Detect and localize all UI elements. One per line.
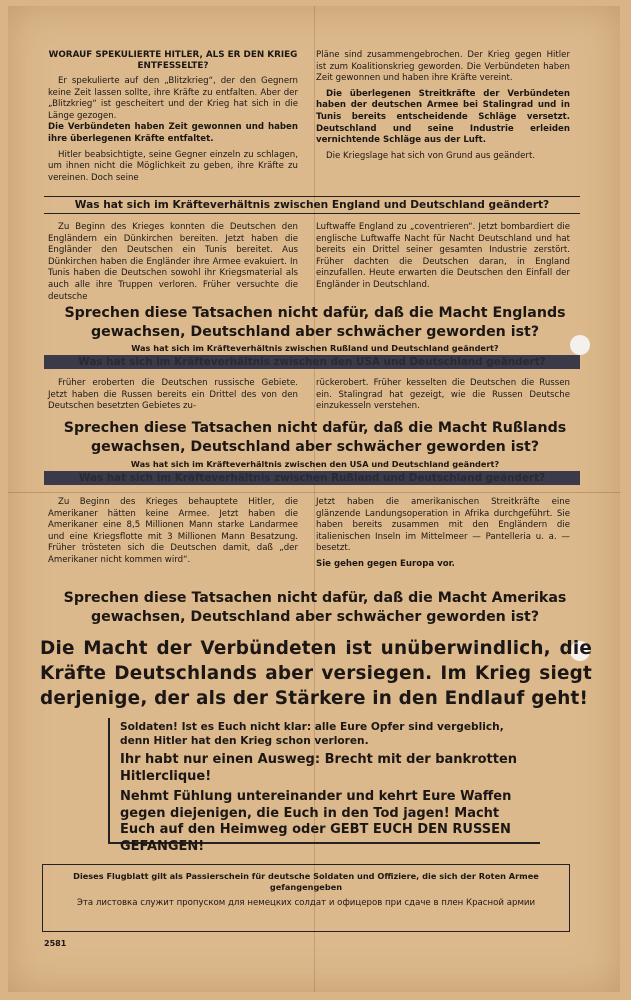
pass-russian-text: Эта листовка служит пропуском для немецких солдат и офицеров при сдаче в плен Красной армии — [76, 898, 536, 908]
pass-german-text: Dieses Flugblatt gilt als Passierschein für deutsche Soldaten und Offiziere, die sich der Roten Armee gefangengeben — [73, 871, 539, 892]
appeal-p3: Nehmt Fühlung untereinander und kehrt Eure Waffen gegen diejenigen, die Euch in den Tod jagen! Macht Euch auf den Heimweg oder GEBT EUCH DEN RUSSEN GEFANGEN! — [120, 789, 512, 854]
section4-right-column — [316, 497, 570, 575]
section4-right-bold: Sie gehen gegen Europa vor. — [316, 558, 455, 569]
section1-left-p1: Er spekulierte auf den „Blitzkrieg“, der den Gegnern keine Zeit lassen sollte, ihre Kräfte zu entfalten. Aber der „Blitzkrieg“ ist gescheitert und der Krieg hat sich in die Länge gezogen. — [48, 76, 298, 121]
section3-conclusion: Sprechen diese Tatsachen nicht dafür, daß die Macht Rußlands gewachsen, Deutschland aber schwächer geworden ist? — [63, 420, 567, 455]
section3-left-text: Früher eroberten die Deutschen russische Gebiete. Jetzt haben die Russen bereits ein Drittel des von den Deutschen besetzten Gebietes zu- — [48, 378, 298, 412]
appeal-p2: Ihr habt nur einen Ausweg: Brecht mit der bankrotten Hitlerclique! — [120, 752, 518, 784]
section4-right-text: Jetzt haben die amerikanischen Streitkräfte eine glänzende Landungsoperation in Afrika durchgeführt. Sie haben bereits zusammen mit den Engländern die italienischen Inseln im Mittelmeer — Pantelleria u. a. — besetzt. — [316, 497, 570, 554]
section2-subline: Was hat sich im Kräfteverhältnis zwischen Rußland und Deutschland geändert? — [131, 343, 499, 353]
punch-hole-top — [570, 335, 590, 355]
section1-right-p3: Die Kriegslage hat sich von Grund aus geändert. — [326, 150, 536, 161]
section2-right-column — [316, 222, 570, 296]
section1-right-p2: Die überlegenen Streitkräfte der Verbündeten haben der deutschen Armee bei Stalingrad und in Tunis bereits entscheidende Schläge versetzt. Deutschland und seine Industrie erleiden vernichtende Schläge aus der Luft. — [316, 88, 570, 146]
section3-dark-banner: Was hat sich im Kräfteverhältnis zwischen Rußland und Deutschland geändert? — [44, 471, 580, 485]
section4-left-column — [48, 497, 298, 571]
fold-line-horizontal — [8, 492, 620, 493]
section3-right-column — [316, 378, 570, 417]
section2-left-column — [48, 222, 298, 307]
section4-left-text: Zu Beginn des Krieges behauptete Hitler, die Amerikaner hätten keine Armee. Jetzt haben die Amerikaner eine 8,5 Millionen Mann starke Landarmee und eine Kriegsflotte mit 3 Millionen Mann Besatzung. Früher trösteten sich die Deutschen damit, daß „der Amerikaner nicht kommen wird“. — [48, 497, 298, 565]
section1-heading: WORAUF SPEKULIERTE HITLER, ALS ER DEN KRIEG ENTFESSELTE? — [48, 50, 298, 71]
section1-left-p2: Hitler beabsichtigte, seine Gegner einzeln zu schlagen, um ihnen nicht die Möglichkeit zu geben, ihre Kräfte zu vereinen. Doch seine — [48, 149, 298, 183]
section2-left-text: Zu Beginn des Krieges konnten die Deutschen den Engländern ein Dünkirchen bereiten. Jetzt haben die Engländer den Deutschen ein Tunis bereitet. Aus Dünkirchen haben die Engländer ihre Armee evakuiert. In Tunis haben die Deutschen sowohl ihr Kriegsmaterial als auch alle ihre Truppen verloren. Früher versuchte die deutsche — [48, 222, 298, 302]
section3-left-column — [48, 378, 298, 417]
section4-conclusion: Sprechen diese Tatsachen nicht dafür, daß die Macht Amerikas gewachsen, Deutschland aber schwächer geworden ist? — [63, 590, 567, 625]
appeal-p1: Soldaten! Ist es Euch nicht klar: alle Eure Opfer sind vergeblich, denn Hitler hat den Krieg schon verloren. — [120, 721, 504, 747]
main-statement: Die Macht der Verbündeten ist unüberwindlich, die Kräfte Deutschlands aber versiegen. Im Krieg siegt derjenige, der als der Stärkere in den Endlauf geht! — [40, 638, 592, 709]
section3-right-text: rückerobert. Früher kesselten die Deutschen die Russen ein. Stalingrad hat gezeigt, wie die Russen Deutsche einzukesseln verstehen. — [316, 378, 570, 412]
section2-dark-banner: Was hat sich im Kräfteverhältnis zwischen den USA und Deutschland geändert? — [44, 355, 580, 369]
leaflet-code: 2581 — [44, 939, 67, 948]
section1-right-column — [316, 50, 570, 166]
section2-right-text: Luftwaffe England zu „coventrieren“. Jetzt bombardiert die englische Luftwaffe Nacht für Nacht Deutschland und hat bereits ein Drittel seiner gesamten Industrie zerstört. Früher dachten die Deutschen daran, in England einzufallen. Heute erwarten die Deutschen den Einfall der Engländer in Deutschland. — [316, 222, 570, 290]
section1-left-column — [48, 50, 298, 188]
appeal-box — [108, 718, 540, 854]
passierschein-box — [42, 864, 570, 932]
section2-conclusion: Sprechen diese Tatsachen nicht dafür, daß die Macht Englands gewachsen, Deutschland aber schwächer geworden ist? — [64, 305, 566, 340]
section1-right-p1: Pläne sind zusammengebrochen. Der Krieg gegen Hitler ist zum Koalitionskrieg geworden. Die Verbündeten haben Zeit gewonnen und haben ihre Kräfte vereint. — [316, 50, 570, 84]
section3-subline: Was hat sich im Kräfteverhältnis zwischen den USA und Deutschland geändert? — [130, 459, 500, 469]
section1-left-p1-bold: Die Verbündeten haben Zeit gewonnen und haben ihre überlegenen Kräfte entfaltet. — [48, 122, 298, 144]
section2-banner: Was hat sich im Kräfteverhältnis zwischen England und Deutschland geändert? — [44, 196, 580, 214]
